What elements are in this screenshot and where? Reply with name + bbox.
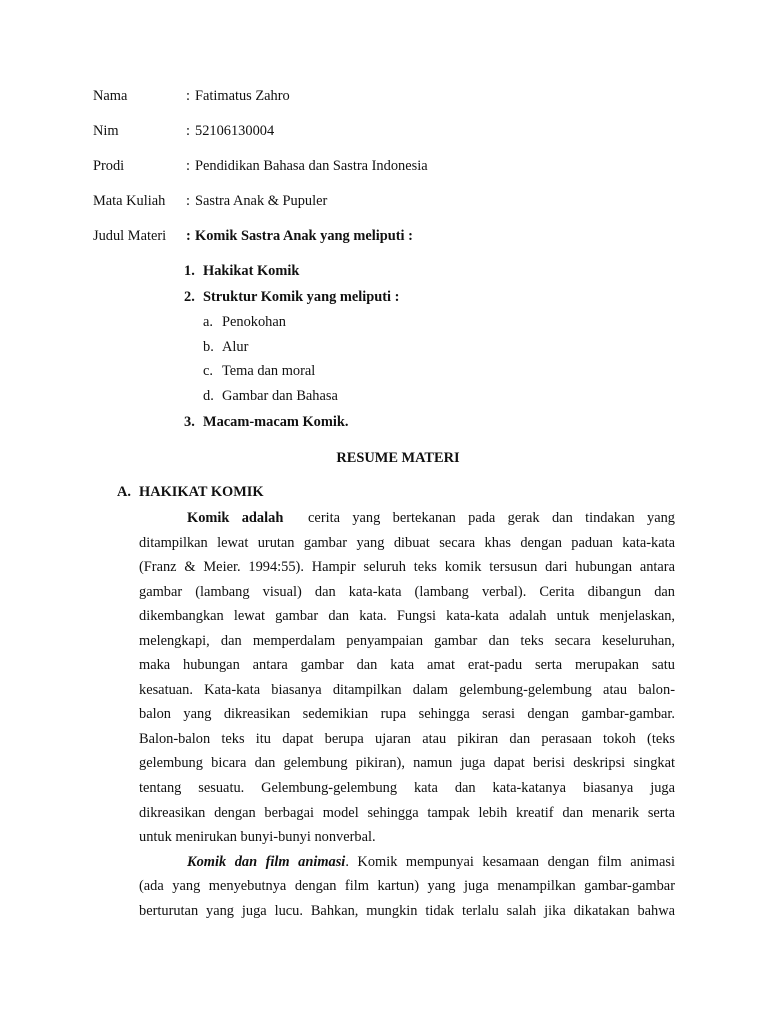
paragraph-line: (ada yang menyebutnya dengan film kartun) yang juga menampilkan gambar-gambar [139,878,675,895]
outline-subitem [203,337,248,357]
paragraph-line: Balon-balon teks itu dapat berupa ujaran atau pikiran dan perasaan tokoh (teks [139,730,675,747]
outline-subtext: Penokohan [222,314,286,330]
paragraph-line: maka hubungan antara gambar dan kata amat erat-padu serta merupakan satu [139,657,675,674]
outline-subtext: Tema dan moral [222,363,316,379]
identity-label: Nama [93,88,128,104]
outline-subitem [203,361,315,381]
outline-letter: d. [203,388,214,404]
outline-subtext: Gambar dan Bahasa [222,388,338,404]
outline-text: Macam-macam Komik. [203,414,349,430]
section-title: HAKIKAT KOMIK [139,484,264,500]
paragraph-line: dikembangkan lewat gambar dan kata. Fungsi kata-kata adalah untuk menjelaskan, [139,608,675,625]
paragraph-line: ditampilkan lewat urutan gambar yang dibuat secara khas dengan paduan kata-kata [139,534,675,551]
identity-label: Prodi [93,158,125,174]
paragraph-line: gambar (lambang visual) dan kata-kata (lambang verbal). Cerita dibangun dan [139,583,675,600]
outline-number: 1. [184,263,195,279]
paragraph-line: untuk menirukan bunyi-bunyi nonverbal. [139,829,376,846]
paragraph-line: berturutan yang juga lucu. Bahkan, mungkin tidak terlalu salah jika dikatakan bahwa [139,902,675,919]
outline-text: Struktur Komik yang meliputi : [203,289,400,305]
resume-title: RESUME MATERI [336,450,460,466]
outline-item [184,412,348,432]
outline-letter: c. [203,363,213,379]
outline-subtext: Alur [222,339,249,355]
paragraph-line: dikreasikan dengan berbagai model sehingga tampak lebih kreatif dan menarik serta [139,804,675,821]
identity-label: Nim [93,123,119,139]
bold-italic-term: Komik dan film animasi [187,853,346,870]
identity-colon: : [186,193,190,209]
paragraph-line: Komik dan film animasi. Komik mempunyai kesamaan dengan film animasi [187,853,675,870]
identity-label: Mata Kuliah [93,193,166,209]
identity-label: Judul Materi [93,228,167,244]
paragraph-line: Komik adalah cerita yang bertekanan pada gerak dan tindakan yang [187,510,675,526]
outline-text: Hakikat Komik [203,263,300,279]
identity-value: Komik Sastra Anak yang meliputi : [195,228,413,244]
identity-value: 52106130004 [195,123,275,139]
identity-colon: : [186,228,191,244]
section-number: A. [117,484,131,500]
section-body [139,506,675,923]
outline-number: 2. [184,289,195,305]
outline-number: 3. [184,414,195,430]
identity-colon: : [186,158,190,174]
outline-letter: b. [203,339,214,355]
paragraph-line: gelembung bicara dan gelembung pikiran), namun juga dapat berisi deskripsi singkat [139,755,675,772]
identity-colon: : [186,88,190,104]
outline-item [184,287,399,307]
paragraph-line: balon yang dikreasikan sedemikian rupa sehingga serasi dengan gambar-gambar. [139,706,675,723]
outline-subitem [203,312,286,332]
section-heading [117,482,264,502]
paragraph-line: tentang sesuatu. Gelembung-gelembung kata dan kata-katanya biasanya juga [139,780,675,797]
paragraph-line: melengkapi, dan memperdalam penyampaian gambar dan teks secara keseluruhan, [139,632,675,649]
identity-value: Fatimatus Zahro [195,88,290,104]
identity-colon: : [186,123,190,139]
paragraph-line: kesatuan. Kata-kata biasanya ditampilkan dalam gelembung-gelembung atau balon- [139,681,675,698]
bold-term: Komik adalah [187,510,284,526]
identity-value: Sastra Anak & Pupuler [195,193,328,209]
identity-value: Pendidikan Bahasa dan Sastra Indonesia [195,158,428,174]
outline-item [184,261,299,281]
outline-letter: a. [203,314,213,330]
paragraph-line: (Franz & Meier. 1994:55). Hampir seluruh teks komik tersusun dari hubungan antara [139,559,675,576]
outline-subitem [203,386,338,406]
